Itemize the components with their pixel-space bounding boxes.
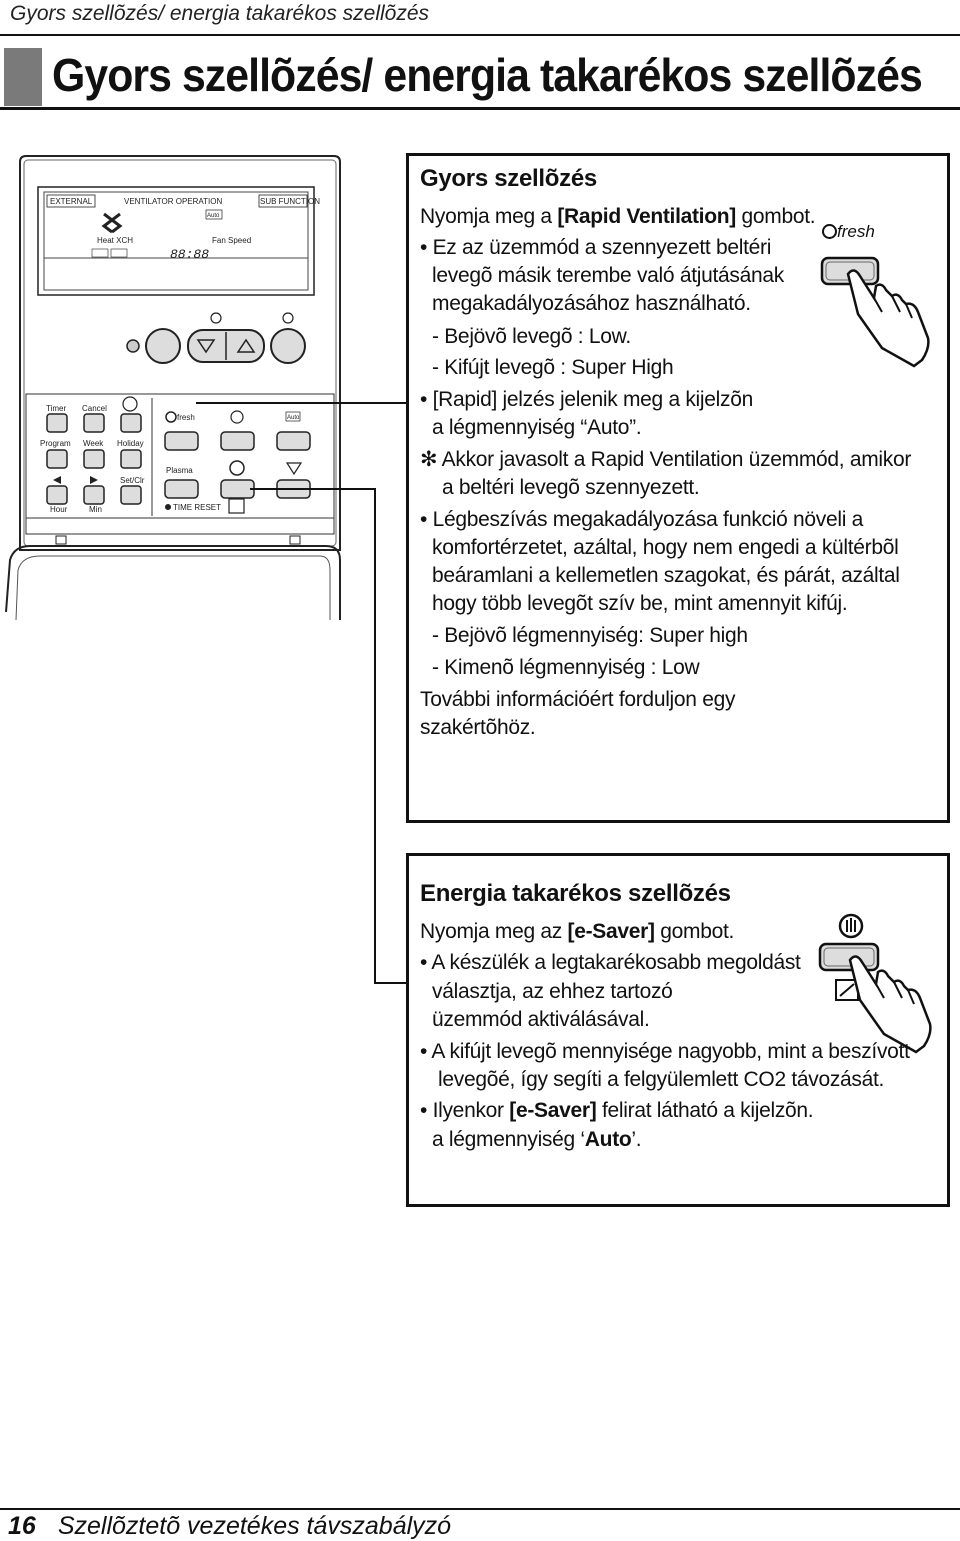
running-header: Gyors szellõzés/ energia takarékos szellõzés [10,2,430,25]
s1-line-17: szakértõhöz. [420,716,536,739]
week-button[interactable] [84,450,104,468]
s2-line-3: üzemmód aktiválásával. [432,1008,650,1031]
label-time-reset: TIME RESET [173,503,222,512]
connector-line-1 [196,402,408,404]
header-rule [0,34,960,36]
label-week: Week [83,439,104,448]
indicator-led [127,340,139,352]
display-ventilator-operation: VENTILATOR OPERATION [124,197,223,206]
s2-line-5: levegõé, így segíti a felgyülemlett CO2 távozását. [438,1068,885,1091]
mode-button[interactable] [121,414,141,432]
footer-rule [0,1508,960,1510]
footer-title: Szellõztetõ vezetékes távszabályzó [57,1512,452,1540]
s1-line-3: megakadályozásához használható. [432,292,751,315]
title-rule [0,107,960,110]
label-cancel: Cancel [82,404,107,413]
auto-button[interactable] [277,432,310,450]
label-fresh: fresh [177,413,195,422]
label-hour: Hour [50,505,68,514]
s1-line-9: a beltéri levegõ szennyezett. [442,476,700,499]
s2-line-7: a légmennyiség ‘Auto’. [432,1128,642,1151]
label-plasma: Plasma [166,466,193,475]
s1-line-16: További információért forduljon egy [420,688,736,711]
power-button[interactable] [271,329,305,363]
s1-line-8: ✻ Akkor javasolt a Rapid Ventilation üzemmód, amikor [420,448,912,471]
timer-button[interactable] [47,414,67,432]
label-min: Min [89,505,102,514]
s2-line-1: • A készülék a legtakarékosabb megoldást [420,951,801,974]
s1-line-13: hogy több levegõt szív be, mint amennyit kifúj. [432,592,848,615]
connector-line-2a [250,488,376,490]
display-digits: 88:88 [170,247,210,262]
connector-line-2b [374,488,376,984]
e-saver-instruction: Nyomja meg az [e-Saver] gombot. [420,920,735,943]
s1-line-2: levegõ másik terembe való átjutásának [432,264,784,287]
label-timer: Timer [46,404,67,413]
label-program: Program [40,439,71,448]
footer [8,1512,451,1541]
set-clr-button[interactable] [121,486,141,504]
s1-line-7: a légmennyiség “Auto”. [432,416,642,439]
holiday-button[interactable] [121,450,141,468]
s1-line-10: • Légbeszívás megakadályozása funkció növeli a [420,508,863,531]
display-external: EXTERNAL [50,197,93,206]
display-fan-speed: Fan Speed [212,236,252,245]
s1-line-14: - Bejövõ légmennyiség: Super high [432,624,748,647]
s1-line-6: • [Rapid] jelzés jelenik meg a kijelzõn [420,388,753,411]
display-auto: Auto [207,213,220,219]
display-sub-function: SUB FUNCTION [260,197,320,206]
cancel-button[interactable] [84,414,104,432]
fresh-icon-label: fresh [822,222,875,242]
label-auto: Auto [287,415,300,421]
s1-line-4: - Bejövõ levegõ : Low. [432,325,631,348]
s2-line-4: • A kifújt levegõ mennyisége nagyobb, mint a beszívott [420,1040,910,1063]
plasma-button[interactable] [165,480,198,498]
s1-line-15: - Kimenõ légmennyiség : Low [432,656,700,679]
fresh-symbol-icon [822,224,837,239]
program-button[interactable] [47,450,67,468]
page-number: 16 [8,1512,36,1540]
hand-pressing-button-icon [818,252,938,368]
remote-controller-illustration [0,150,410,620]
rapid-ventilation-button[interactable] [165,432,198,450]
s1-line-11: komfortérzetet, azáltal, hogy nem engedi a kültérbõl [432,536,899,559]
label-set-clr: Set/Clr [120,476,145,485]
s1-line-1: • Ez az üzemmód a szennyezett beltéri [420,236,772,259]
display-heat-xch: Heat XCH [97,236,134,245]
left-round-button[interactable] [146,329,180,363]
page-title: Gyors szellõzés/ energia takarékos szellõzés [52,49,922,101]
e-saver-heading: Energia takarékos szellõzés [420,880,731,907]
title-accent-bar [4,48,42,106]
connector-line-2c [374,982,408,984]
label-holiday: Holiday [117,439,144,448]
s1-line-5: - Kifújt levegõ : Super High [432,356,674,379]
rapid-ventilation-instruction: Nyomja meg a [Rapid Ventilation] gombot. [420,205,816,228]
hour-button[interactable] [47,486,67,504]
rapid-ventilation-heading: Gyors szellõzés [420,165,597,192]
s1-line-12: beáramlani a kellemetlen szagokat, és párát, azáltal [432,564,900,587]
s2-line-2: választja, az ehhez tartozó [432,980,673,1003]
fan-button[interactable] [221,432,254,450]
time-reset-dot [165,504,171,510]
min-button[interactable] [84,486,104,504]
s2-line-6: • Ilyenkor [e-Saver] felirat látható a kijelzõn. [420,1099,814,1122]
